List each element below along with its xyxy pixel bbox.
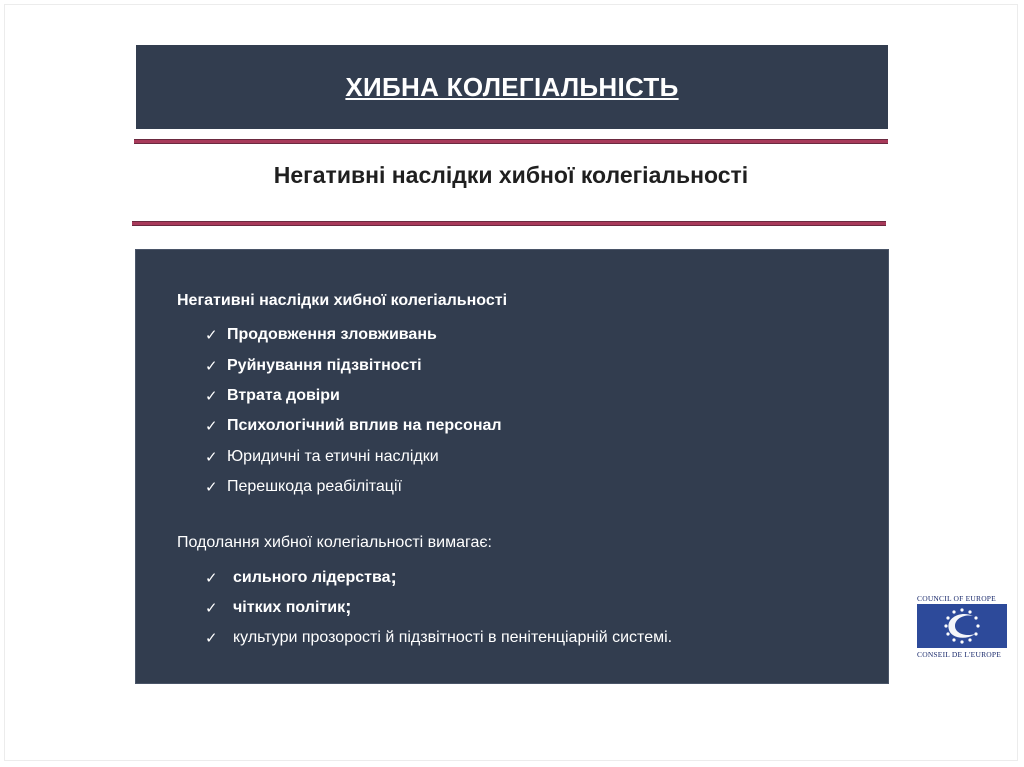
check-icon: ✓ xyxy=(205,357,218,375)
check-icon: ✓ xyxy=(205,600,218,617)
content-panel xyxy=(135,249,889,684)
list-item xyxy=(205,350,502,380)
logo-emblem xyxy=(917,604,1007,648)
overcoming-list xyxy=(205,563,672,653)
stars-circle-icon xyxy=(917,604,1007,648)
overcoming-heading: Подолання хибної колегіальності вимагає: xyxy=(177,534,492,551)
logo-bottom-text: CONSEIL DE L'EUROPE xyxy=(917,650,1002,659)
list-item xyxy=(205,442,502,472)
slide-title: ХИБНА КОЛЕГІАЛЬНІСТЬ xyxy=(345,71,679,102)
check-icon: ✓ xyxy=(205,448,218,466)
list-item xyxy=(205,411,502,441)
check-icon: ✓ xyxy=(205,418,218,436)
list-item-text: Перешкода реабілітації xyxy=(227,478,402,496)
list-item-text: Продовження зловживань xyxy=(227,326,437,344)
list-item-text: Юридичні та етичні наслідки xyxy=(227,447,439,465)
negative-consequences-heading: Негативні наслідки хибної колегіальності xyxy=(177,292,508,309)
list-item xyxy=(205,593,672,623)
list-item xyxy=(205,563,672,593)
list-item-text: чітких політик xyxy=(233,599,346,616)
top-divider-rule xyxy=(134,139,888,144)
list-item xyxy=(205,320,502,350)
slide-subtitle: Негативні наслідки хибної колегіальності xyxy=(273,162,749,188)
check-icon: ✓ xyxy=(205,387,218,405)
list-item-text: Руйнування підзвітності xyxy=(227,356,422,374)
council-of-europe-logo xyxy=(917,594,1007,658)
logo-top-text: COUNCIL OF EUROPE xyxy=(917,594,996,603)
list-item-text: культури прозорості й підзвітності в пенітенціарній системі. xyxy=(233,629,673,646)
check-icon: ✓ xyxy=(205,630,218,647)
list-item xyxy=(205,623,672,653)
negative-consequences-list xyxy=(205,320,502,502)
check-icon: ✓ xyxy=(205,570,218,587)
list-item xyxy=(205,472,502,502)
bottom-divider-rule xyxy=(132,221,886,226)
list-item-text: Психологічний вплив на персонал xyxy=(227,417,502,435)
list-item-text: Втрата довіри xyxy=(227,386,340,404)
list-item xyxy=(205,381,502,411)
check-icon: ✓ xyxy=(205,479,218,497)
title-banner xyxy=(136,45,888,129)
list-item-text: сильного лідерства xyxy=(233,569,391,586)
list-item-suffix: ; xyxy=(390,567,397,588)
list-item-suffix: ; xyxy=(345,597,352,618)
check-icon: ✓ xyxy=(205,327,218,345)
